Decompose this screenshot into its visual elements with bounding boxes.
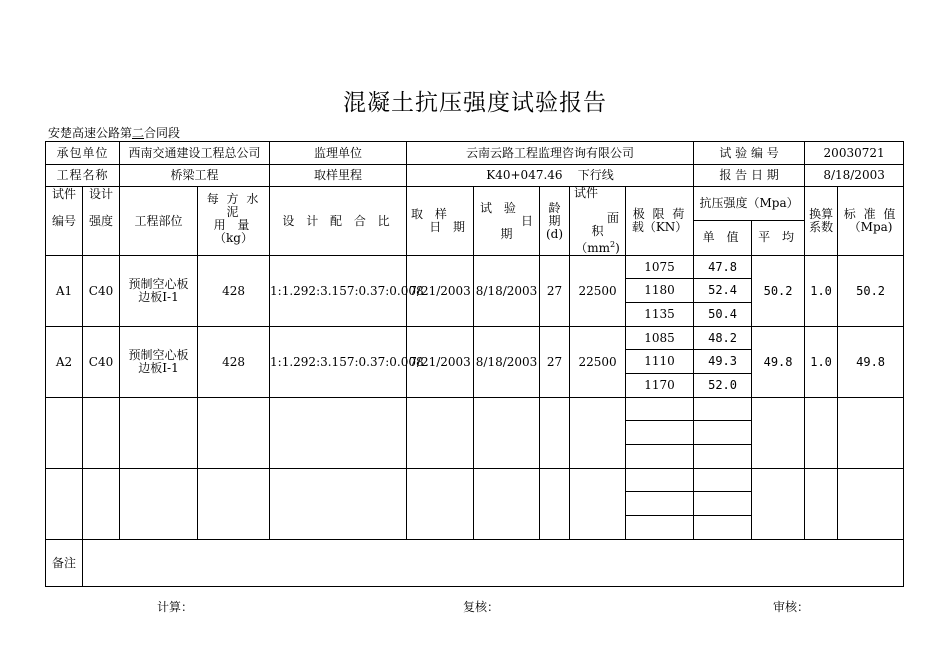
header-std-line1: 标 准 值 [843, 207, 898, 221]
header-grade-top: 设计 [89, 187, 114, 201]
row2-cement: 428 [198, 327, 270, 398]
row1-value-2: 52.4 [694, 279, 752, 303]
project-label: 工程名称 [46, 165, 120, 187]
row2-avg: 49.8 [752, 327, 805, 398]
row1-test-date: 8/18/2003 [474, 256, 540, 327]
header-load-line2: 载（KN） [631, 220, 688, 234]
row2-sample-date: 7/21/2003 [407, 327, 474, 398]
report-table [45, 141, 904, 587]
header-test-line1: 试 验 [480, 200, 520, 215]
mileage-label: 取样里程 [270, 165, 407, 187]
row2-grade: C40 [83, 327, 120, 398]
table-row [46, 327, 904, 350]
row2-age: 27 [540, 327, 570, 398]
header-cement-line3: （kg） [214, 231, 253, 245]
remarks-label: 备注 [46, 540, 83, 587]
header-area-line1: 试件 [574, 186, 599, 200]
test-no-label: 试 验 编 号 [694, 142, 805, 165]
audit-label: 审核： [773, 600, 810, 614]
row1-avg: 50.2 [752, 256, 805, 327]
review-label: 复核： [463, 600, 500, 614]
row2-load-2: 1110 [626, 350, 694, 374]
row2-load-3: 1170 [626, 374, 694, 398]
row1-sample-date: 7/21/2003 [407, 256, 474, 327]
header-area-unit: （mm [575, 241, 611, 255]
row2-factor: 1.0 [805, 327, 838, 398]
header-area-line4: $(mm^2)$ [575, 240, 620, 255]
header-age [540, 187, 570, 256]
row2-std: 49.8 [838, 327, 904, 398]
calc-label: 计算： [157, 600, 194, 614]
test-no-value: 20030721 [805, 142, 904, 165]
header-part: 工程部位 [120, 187, 198, 256]
header-area-line2: 面 [607, 211, 620, 225]
row2-load-1: 1085 [626, 327, 694, 350]
row1-load-3: 1135 [626, 303, 694, 327]
header-cement-line1: 每 方 水 泥 [206, 192, 261, 219]
contractor-value: 西南交通建设工程总公司 [120, 142, 270, 165]
header-test-line3: 期 [500, 226, 513, 241]
row1-value-1: 47.8 [694, 256, 752, 279]
header-single: 单 值 [694, 220, 752, 255]
header-area [570, 187, 626, 256]
remarks-value[interactable] [83, 540, 904, 587]
row1-factor: 1.0 [805, 256, 838, 327]
empty-row [46, 398, 904, 421]
header-load [626, 187, 694, 256]
report-title: 混凝土抗压强度试验报告 [343, 90, 607, 116]
row2-mix: 1:1.292:3.157:0.37:0.008 [270, 327, 407, 398]
row1-mix: 1:1.292:3.157:0.37:0.008 [270, 256, 407, 327]
header-age-line2: 期 [548, 213, 561, 228]
contractor-label: 承包单位 [46, 142, 120, 165]
header-factor-line2: 系数 [809, 220, 834, 234]
header-specimen-bottom: 编号 [51, 214, 76, 228]
header-grade-bottom: 强度 [89, 214, 114, 228]
header-age-line1: 龄 [548, 200, 561, 215]
row1-id: A1 [46, 256, 83, 327]
supervisor-value: 云南云路工程监理咨询有限公司 [407, 142, 694, 165]
header-cement [198, 187, 270, 256]
report-date-label: 报 告 日 期 [694, 165, 805, 187]
header-sample-line2: 日 期 [429, 220, 470, 234]
table-row [46, 256, 904, 279]
row1-grade: C40 [83, 256, 120, 327]
header-row-1 [46, 187, 904, 221]
row1-load-2: 1180 [626, 279, 694, 303]
row2-value-1: 48.2 [694, 327, 752, 350]
header-area-line3: 积 [591, 224, 604, 238]
header-mix: 设 计 配 合 比 [270, 187, 407, 256]
header-sample-line1: 取 样 [411, 207, 451, 221]
header-grade [83, 187, 120, 256]
remarks-row [46, 540, 904, 587]
header-load-line1: 极 限 荷 [632, 207, 687, 221]
row2-value-2: 49.3 [694, 350, 752, 374]
header-std [838, 187, 904, 256]
header-std-line2: （Mpa) [848, 220, 893, 234]
row2-value-3: 52.0 [694, 374, 752, 398]
section-number: 二 [132, 126, 145, 140]
info-row-1 [46, 142, 904, 165]
info-row-2 [46, 165, 904, 187]
mileage-value: K40+047.46 下行线 [407, 165, 694, 187]
row1-load-1: 1075 [626, 256, 694, 279]
supervisor-label: 监理单位 [270, 142, 407, 165]
project-value: 桥梁工程 [120, 165, 270, 187]
header-specimen [46, 187, 83, 256]
contract-section [48, 124, 180, 141]
row1-area: 22500 [570, 256, 626, 327]
header-age-line3: (d) [546, 226, 564, 241]
empty-row [46, 469, 904, 492]
row1-value-3: 50.4 [694, 303, 752, 327]
row1-age: 27 [540, 256, 570, 327]
row2-id: A2 [46, 327, 83, 398]
header-test-date [474, 187, 540, 256]
row2-test-date: 8/18/2003 [474, 327, 540, 398]
header-sample-date [407, 187, 474, 256]
header-strength: 抗压强度（Mpa） [694, 187, 805, 221]
row1-cement: 428 [198, 256, 270, 327]
row1-std: 50.2 [838, 256, 904, 327]
section-prefix: 安楚高速公路第 [48, 126, 133, 140]
header-avg: 平 均 [752, 220, 805, 255]
header-cement-line2: 用 量 [213, 218, 254, 232]
header-factor-line1: 换算 [809, 207, 834, 221]
row1-part: 预制空心板边板Ⅰ-1 [120, 256, 198, 327]
header-specimen-top: 试件 [51, 187, 76, 201]
header-test-line2: 日 [521, 213, 534, 228]
header-factor [805, 187, 838, 256]
row2-area: 22500 [570, 327, 626, 398]
report-date-value: 8/18/2003 [805, 165, 904, 187]
section-suffix: 合同段 [144, 126, 181, 140]
row2-part: 预制空心板边板Ⅰ-1 [120, 327, 198, 398]
